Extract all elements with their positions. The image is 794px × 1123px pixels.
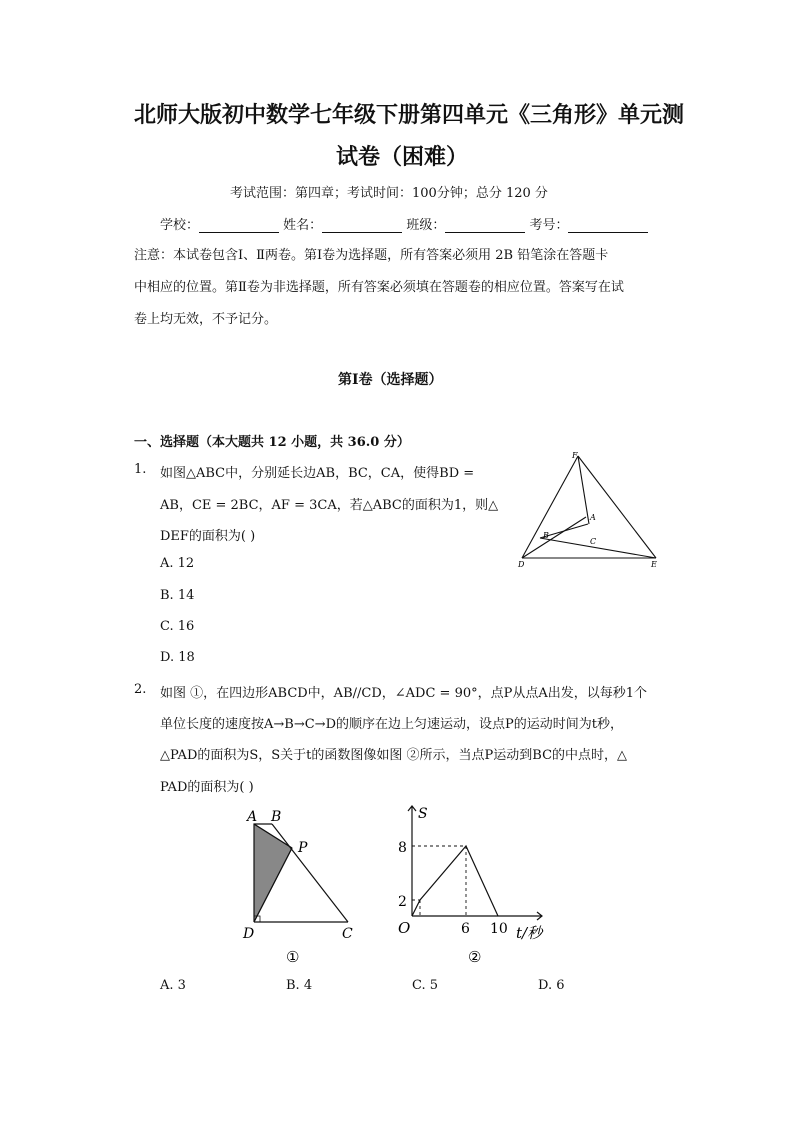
student-fields — [160, 214, 648, 233]
q2-line-4: PAD的面积为( ) — [160, 780, 254, 795]
q2-fig1-label-b: B — [271, 809, 282, 825]
q2-fig1-label-c: C — [342, 926, 353, 942]
q1-number: 1. — [134, 462, 147, 477]
field-name-line — [322, 219, 402, 233]
q1-label-a: A — [590, 513, 596, 522]
q2-line-1: 如图 ①，在四边形ABCD中，AB//CD，∠ADC = 90°，点P从点A出发，以每秒1个 — [160, 686, 648, 701]
q1-option-a[interactable]: A. 12 — [160, 556, 195, 571]
q2-fig2-tick-10: 10 — [490, 921, 508, 937]
q2-option-a[interactable]: A. 3 — [160, 978, 186, 993]
q2-figure-2 — [390, 800, 560, 966]
field-school-label: 学校： — [160, 218, 200, 233]
q2-fig2-tick-2: 2 — [398, 894, 407, 910]
q2-fig1-label-p: P — [298, 840, 308, 856]
notice-line-1: 注意：本试卷包含Ⅰ、Ⅱ两卷。第Ⅰ卷为选择题，所有答案必须用 2B 铅笔涂在答题卡 — [134, 248, 609, 263]
q1-triangle-figure — [510, 448, 670, 570]
q1-line-1: 如图△ABC中，分别延长边AB，BC，CA，使得BD = — [160, 466, 475, 481]
field-number-label: 考号： — [529, 218, 569, 233]
q1-label-e: E — [651, 560, 657, 569]
q2-option-b[interactable]: B. 4 — [286, 978, 313, 993]
q1-line-3: DEF的面积为( ) — [160, 529, 256, 544]
section1-title: 一、选择题（本大题共 12 小题，共 36.0 分） — [134, 435, 410, 450]
notice-line-2: 中相应的位置。第Ⅱ卷为非选择题，所有答案必须填在答题卷的相应位置。答案写在试 — [134, 280, 624, 295]
q1-label-c: C — [590, 537, 597, 546]
exam-info: 考试范围：第四章；考试时间：100分钟；总分 120 分 — [230, 186, 548, 201]
q2-fig1-caption: ① — [286, 948, 300, 966]
q1-option-b[interactable]: B. 14 — [160, 588, 195, 603]
q1-option-c[interactable]: C. 16 — [160, 619, 195, 634]
q2-fig2-label-s: S — [418, 806, 428, 822]
field-number-line — [568, 219, 648, 233]
field-class-label: 班级： — [406, 218, 446, 233]
q2-fig2-tick-6: 6 — [461, 921, 470, 937]
q2-line-2: 单位长度的速度按A→B→C→D的顺序在边上匀速运动，设点P的运动时间为t秒， — [160, 717, 623, 732]
q2-figure-1 — [238, 800, 368, 966]
q2-fig1-label-a: A — [247, 809, 258, 825]
q2-number: 2. — [134, 682, 147, 697]
q2-option-c[interactable]: C. 5 — [412, 978, 439, 993]
q2-line-3: △PAD的面积为S，S关于t的函数图像如图 ②所示，当点P运动到BC的中点时，△ — [160, 748, 628, 763]
q2-option-d[interactable]: D. 6 — [538, 978, 565, 993]
field-school-line — [199, 219, 279, 233]
q1-label-f: F — [572, 451, 578, 460]
q1-option-d[interactable]: D. 18 — [160, 650, 195, 665]
q2-fig2-tick-8: 8 — [398, 840, 407, 856]
part1-title: 第Ⅰ卷（选择题） — [338, 372, 443, 388]
field-class-line — [445, 219, 525, 233]
doc-title-line2: 试卷（困难） — [336, 145, 469, 170]
doc-title-line1: 北师大版初中数学七年级下册第四单元《三角形》单元测 — [134, 103, 685, 128]
q2-fig1-label-d: D — [243, 926, 255, 942]
q1-label-b: B — [543, 531, 549, 540]
q2-fig2-axis-t: t/秒 — [516, 924, 543, 942]
q2-fig2-origin: O — [398, 919, 411, 937]
q1-line-2: AB，CE = 2BC，AF = 3CA，若△ABC的面积为1，则△ — [160, 498, 499, 513]
field-name-label: 姓名： — [283, 218, 323, 233]
q1-label-d: D — [518, 560, 525, 569]
q2-fig2-caption: ② — [468, 948, 482, 966]
notice-line-3: 卷上均无效，不予记分。 — [134, 312, 278, 327]
